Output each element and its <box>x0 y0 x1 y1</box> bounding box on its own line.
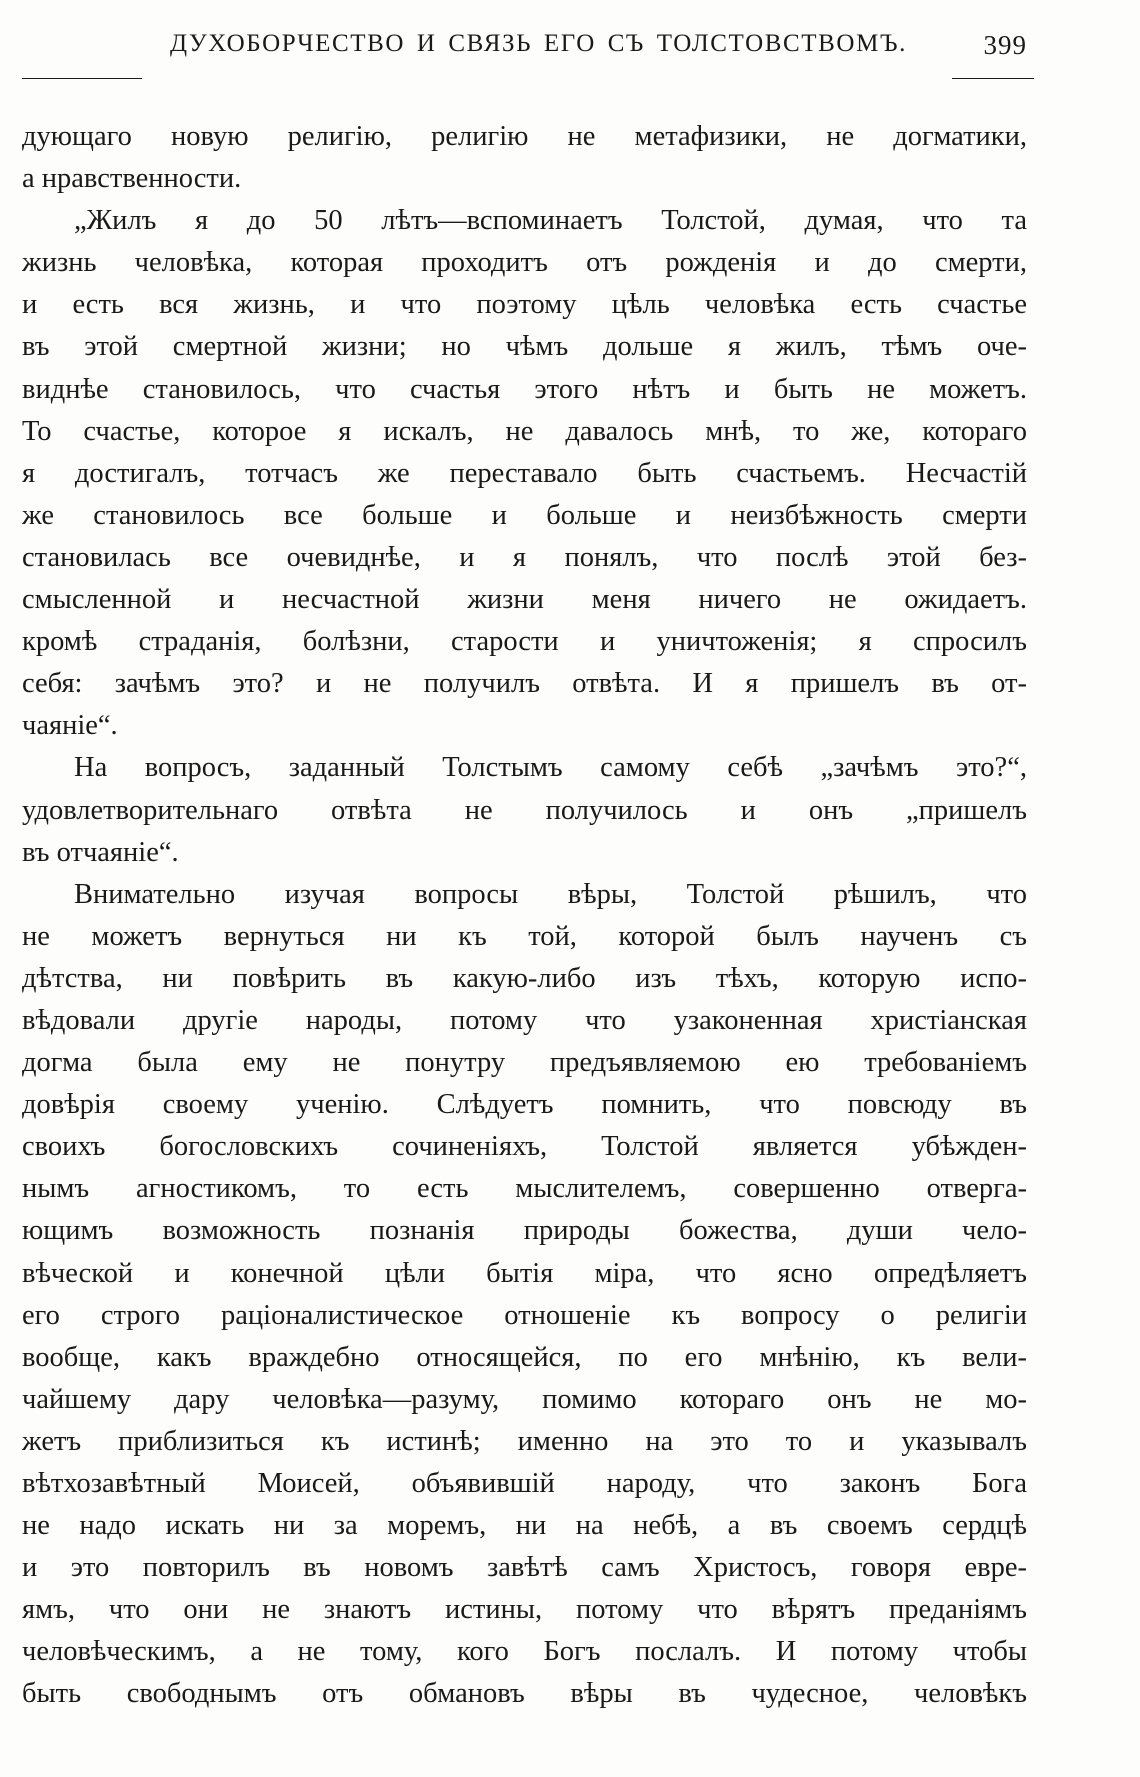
text-line: чаяніе“. <box>22 710 118 742</box>
text-line: же становилось все больше и больше и неизбѣжность смерти <box>22 499 1027 531</box>
text-line: удовлетворительнаго отвѣта не получилось и онъ „пришелъ <box>22 794 1027 826</box>
text-line: въ этой смертной жизни; но чѣмъ дольше я жилъ, тѣмъ оче- <box>22 331 1027 363</box>
text-line: и это повторилъ въ новомъ завѣтѣ самъ Христосъ, говоря евре- <box>22 1552 1027 1584</box>
text-line: смысленной и несчастной жизни меня ничего не ожидаетъ. <box>22 584 1027 616</box>
text-line: кромѣ страданія, болѣзни, старости и уничтоженія; я спросилъ <box>22 626 1027 658</box>
text-line: жетъ приблизиться къ истинѣ; именно на это то и указывалъ <box>22 1425 1027 1457</box>
text-line: становилась все очевиднѣе, и я понялъ, что послѣ этой без- <box>22 541 1027 573</box>
text-line: дѣтства, ни повѣрить въ какую-либо изъ тѣхъ, которую испо- <box>22 962 1027 994</box>
text-line: своихъ богословскихъ сочиненіяхъ, Толстой является убѣжден- <box>22 1131 1027 1163</box>
body-text <box>22 116 1027 1716</box>
page-number: 399 <box>983 30 1027 60</box>
text-line: дующаго новую религію, религію не метафизики, не догматики, <box>22 121 1027 152</box>
text-line: въ отчаяніе“. <box>22 836 179 868</box>
text-line: виднѣе становилось, что счастья этого нѣтъ и быть не можетъ. <box>22 373 1027 405</box>
text-line: а нравственности. <box>22 163 242 195</box>
running-title: ДУХОБОРЧЕСТВО И СВЯЗЬ ЕГО СЪ ТОЛСТОВСТВОМЪ. <box>170 30 908 57</box>
text-line: То счастье, которое я искалъ, не давалось мнѣ, то же, котораго <box>22 415 1027 447</box>
text-line: вообще, какъ враждебно относящейся, по его мнѣнію, къ вели- <box>22 1341 1027 1373</box>
text-line: жизнь человѣка, которая проходитъ отъ рожденія и до смерти, <box>22 247 1027 279</box>
text-line: вѣтхозавѣтный Моисей, объявившій народу, что законъ Бога <box>22 1468 1027 1499</box>
text-line: ямъ, что они не знаютъ истины, потому что вѣрятъ преданіямъ <box>22 1594 1027 1626</box>
header-rule-right <box>952 78 1034 79</box>
text-line: Внимательно изучая вопросы вѣры, Толстой рѣшилъ, что <box>74 878 1027 910</box>
text-line: не надо искать ни за моремъ, ни на небѣ, а въ своемъ сердцѣ <box>22 1510 1027 1542</box>
text-line: довѣрія своему ученію. Слѣдуетъ помнить, что повсюду въ <box>22 1089 1027 1121</box>
text-line: нымъ агностикомъ, то есть мыслителемъ, совершенно отверга- <box>22 1173 1027 1205</box>
text-line: „Жилъ я до 50 лѣтъ—вспоминаетъ Толстой, думая, что та <box>74 205 1027 237</box>
running-header <box>22 30 1027 76</box>
text-line: вѣческой и конечной цѣли бытія міра, что ясно опредѣляетъ <box>22 1257 1027 1289</box>
text-line: я достигалъ, тотчасъ же переставало быть счастьемъ. Несчастій <box>22 457 1027 489</box>
text-line: его строго раціоналистическое отношеніе къ вопросу о религіи <box>22 1299 1027 1331</box>
text-line: вѣдовали другіе народы, потому что узаконенная христіанская <box>22 1004 1027 1036</box>
text-line: догма была ему не понутру предъявляемою ею требованіемъ <box>22 1047 1027 1079</box>
text-line: На вопросъ, заданный Толстымъ самому себѣ „зачѣмъ это?“, <box>74 752 1027 784</box>
text-line: и есть вся жизнь, и что поэтому цѣль человѣка есть счастье <box>22 289 1027 321</box>
text-line: чайшему дару человѣка—разуму, помимо котораго онъ не мо- <box>22 1383 1027 1415</box>
text-line: ющимъ возможность познанія природы божества, души чело- <box>22 1215 1027 1247</box>
text-line: себя: зачѣмъ это? и не получилъ отвѣта. И я пришелъ въ от- <box>22 668 1027 700</box>
text-line: быть свободнымъ отъ обмановъ вѣры въ чудесное, человѣкъ <box>22 1678 1027 1710</box>
text-line: не можетъ вернуться ни къ той, которой былъ наученъ съ <box>22 920 1027 952</box>
header-rule-left <box>22 78 142 79</box>
text-line: человѣческимъ, а не тому, кого Богъ послалъ. И потому чтобы <box>22 1636 1027 1668</box>
